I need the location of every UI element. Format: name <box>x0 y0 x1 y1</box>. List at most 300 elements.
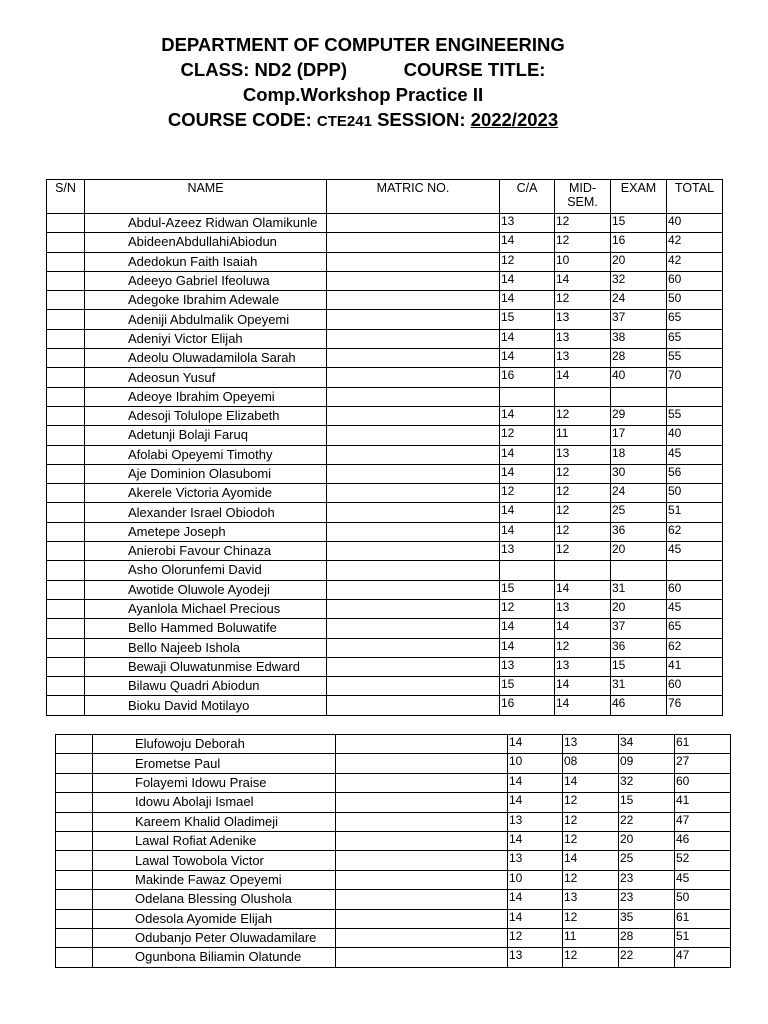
name-cell: Bello Najeeb Ishola <box>85 638 327 657</box>
name-cell: Elufowoju Deborah <box>93 735 336 754</box>
sn-cell <box>56 851 93 870</box>
name-cell: Ogunbona Biliamin Olatunde <box>93 948 336 967</box>
matric-cell <box>327 406 500 425</box>
course-code-line <box>0 107 726 134</box>
matric-cell <box>327 329 500 348</box>
table-row <box>47 619 723 638</box>
name-cell: Idowu Abolaji Ismael <box>93 793 336 812</box>
sn-cell <box>47 677 85 696</box>
sn-cell <box>47 233 85 252</box>
name-cell: Ametepe Joseph <box>85 522 327 541</box>
sn-cell <box>56 890 93 909</box>
mid-sem-cell: 12 <box>555 406 611 425</box>
matric-cell <box>327 522 500 541</box>
results-table-2 <box>55 734 731 968</box>
matric-cell <box>327 580 500 599</box>
matric-cell <box>327 503 500 522</box>
mid-sem-cell: 12 <box>563 812 619 831</box>
matric-cell <box>327 638 500 657</box>
total-cell: 47 <box>675 948 731 967</box>
ca-cell: 14 <box>508 773 563 792</box>
exam-cell: 24 <box>611 291 667 310</box>
total-cell: 65 <box>667 329 723 348</box>
total-cell: 46 <box>675 831 731 850</box>
ca-cell: 14 <box>508 909 563 928</box>
name-cell: Odesola Ayomide Elijah <box>93 909 336 928</box>
mid-sem-cell: 13 <box>563 735 619 754</box>
col-name: NAME <box>85 180 327 214</box>
table-row <box>56 735 731 754</box>
matric-cell <box>327 291 500 310</box>
table-row <box>47 657 723 676</box>
exam-cell: 36 <box>611 522 667 541</box>
sn-cell <box>56 870 93 889</box>
matric-cell <box>327 310 500 329</box>
sn-cell <box>56 909 93 928</box>
exam-cell: 16 <box>611 233 667 252</box>
name-cell: Ayanlola Michael Precious <box>85 599 327 618</box>
name-cell: Adeniji Abdulmalik Opeyemi <box>85 310 327 329</box>
total-cell: 62 <box>667 522 723 541</box>
name-cell: Aje Dominion Olasubomi <box>85 464 327 483</box>
table-row <box>56 793 731 812</box>
matric-cell <box>327 677 500 696</box>
matric-cell <box>327 542 500 561</box>
matric-cell <box>327 426 500 445</box>
sn-cell <box>47 464 85 483</box>
exam-cell: 34 <box>619 735 675 754</box>
table-row <box>47 599 723 618</box>
total-cell: 51 <box>667 503 723 522</box>
mid-sem-cell: 12 <box>555 464 611 483</box>
name-cell: Adeolu Oluwadamilola Sarah <box>85 349 327 368</box>
sn-cell <box>47 329 85 348</box>
course-code-label: COURSE CODE: <box>167 109 312 130</box>
exam-cell: 15 <box>611 657 667 676</box>
exam-cell: 28 <box>619 928 675 947</box>
total-cell: 61 <box>675 909 731 928</box>
total-cell: 65 <box>667 619 723 638</box>
total-cell: 51 <box>675 928 731 947</box>
ca-cell: 13 <box>508 812 563 831</box>
table-row <box>56 831 731 850</box>
sn-cell <box>56 948 93 967</box>
total-cell: 60 <box>667 271 723 290</box>
ca-cell: 13 <box>508 948 563 967</box>
sn-cell <box>47 406 85 425</box>
ca-cell: 14 <box>500 233 555 252</box>
table-row <box>47 214 723 233</box>
matric-cell <box>327 561 500 580</box>
sn-cell <box>47 619 85 638</box>
name-cell: Abdul-Azeez Ridwan Olamikunle <box>85 214 327 233</box>
matric-cell <box>327 445 500 464</box>
table-row <box>56 754 731 773</box>
sn-cell <box>56 793 93 812</box>
exam-cell: 37 <box>611 619 667 638</box>
matric-cell <box>327 696 500 715</box>
mid-sem-cell: 14 <box>555 619 611 638</box>
matric-cell <box>336 793 508 812</box>
exam-cell: 24 <box>611 484 667 503</box>
exam-cell: 30 <box>611 464 667 483</box>
name-cell: Odubanjo Peter Oluwadamilare <box>93 928 336 947</box>
table-row <box>56 773 731 792</box>
matric-cell <box>336 754 508 773</box>
total-cell: 45 <box>667 542 723 561</box>
mid-sem-cell: 14 <box>563 773 619 792</box>
mid-sem-cell: 08 <box>563 754 619 773</box>
class-label: CLASS: ND2 (DPP) <box>180 59 348 80</box>
exam-cell: 09 <box>619 754 675 773</box>
total-cell <box>667 561 723 580</box>
department-title: DEPARTMENT OF COMPUTER ENGINEERING <box>161 34 565 55</box>
table-row <box>47 426 723 445</box>
ca-cell: 13 <box>508 851 563 870</box>
ca-cell: 15 <box>500 310 555 329</box>
sn-cell <box>47 599 85 618</box>
ca-cell: 10 <box>508 754 563 773</box>
total-cell: 47 <box>675 812 731 831</box>
sn-cell <box>47 310 85 329</box>
mid-sem-cell: 11 <box>563 928 619 947</box>
exam-cell: 37 <box>611 310 667 329</box>
matric-cell <box>327 368 500 387</box>
ca-cell: 15 <box>500 677 555 696</box>
sn-cell <box>47 503 85 522</box>
ca-cell: 12 <box>500 252 555 271</box>
total-cell: 41 <box>675 793 731 812</box>
table-row <box>56 890 731 909</box>
exam-cell: 32 <box>619 773 675 792</box>
matric-cell <box>327 619 500 638</box>
exam-cell: 17 <box>611 426 667 445</box>
mid-sem-cell: 13 <box>555 657 611 676</box>
sn-cell <box>47 561 85 580</box>
matric-cell <box>327 657 500 676</box>
table-header-row <box>47 180 723 214</box>
table-row <box>56 851 731 870</box>
sn-cell <box>47 271 85 290</box>
name-cell: Awotide Oluwole Ayodeji <box>85 580 327 599</box>
mid-sem-cell: 12 <box>555 291 611 310</box>
table-row <box>47 252 723 271</box>
mid-sem-cell: 12 <box>555 503 611 522</box>
total-cell: 65 <box>667 310 723 329</box>
ca-cell: 14 <box>508 890 563 909</box>
total-cell: 76 <box>667 696 723 715</box>
ca-cell: 14 <box>500 619 555 638</box>
sn-cell <box>47 252 85 271</box>
table-row <box>56 928 731 947</box>
matric-cell <box>336 870 508 889</box>
exam-cell <box>611 561 667 580</box>
ca-cell: 14 <box>508 793 563 812</box>
mid-sem-cell: 14 <box>555 368 611 387</box>
exam-cell: 46 <box>611 696 667 715</box>
sn-cell <box>56 735 93 754</box>
course-code-value: CTE241 <box>316 113 372 130</box>
name-cell: Lawal Rofiat Adenike <box>93 831 336 850</box>
exam-cell: 20 <box>611 252 667 271</box>
sn-cell <box>47 387 85 406</box>
exam-cell: 31 <box>611 580 667 599</box>
exam-cell: 22 <box>619 812 675 831</box>
mid-sem-cell: 10 <box>555 252 611 271</box>
sn-cell <box>56 928 93 947</box>
sn-cell <box>47 368 85 387</box>
ca-cell: 14 <box>508 735 563 754</box>
table-row <box>47 561 723 580</box>
table-row <box>47 291 723 310</box>
matric-cell <box>327 349 500 368</box>
table-row <box>47 542 723 561</box>
name-cell: Odelana Blessing Olushola <box>93 890 336 909</box>
table-row <box>47 406 723 425</box>
name-cell: Folayemi Idowu Praise <box>93 773 336 792</box>
matric-cell <box>336 831 508 850</box>
ca-cell: 13 <box>500 542 555 561</box>
name-cell: Bilawu Quadri Abiodun <box>85 677 327 696</box>
name-cell: Bewaji Oluwatunmise Edward <box>85 657 327 676</box>
ca-cell: 15 <box>500 580 555 599</box>
ca-cell: 14 <box>500 503 555 522</box>
sn-cell <box>47 426 85 445</box>
total-cell: 40 <box>667 426 723 445</box>
ca-cell: 14 <box>500 349 555 368</box>
mid-sem-cell: 13 <box>563 890 619 909</box>
sn-cell <box>47 291 85 310</box>
mid-sem-cell: 11 <box>555 426 611 445</box>
exam-cell: 15 <box>611 214 667 233</box>
table-row <box>56 948 731 967</box>
mid-sem-cell: 14 <box>563 851 619 870</box>
sn-cell <box>47 638 85 657</box>
exam-cell: 18 <box>611 445 667 464</box>
mid-sem-cell: 12 <box>555 233 611 252</box>
table-row <box>47 349 723 368</box>
mid-sem-cell: 12 <box>555 542 611 561</box>
col-sn: S/N <box>47 180 85 214</box>
matric-cell <box>336 909 508 928</box>
col-ca: C/A <box>500 180 555 214</box>
exam-cell <box>611 387 667 406</box>
table-row <box>47 696 723 715</box>
name-cell: Bioku David Motilayo <box>85 696 327 715</box>
exam-cell: 25 <box>611 503 667 522</box>
matric-cell <box>327 252 500 271</box>
exam-cell: 22 <box>619 948 675 967</box>
mid-sem-cell: 13 <box>555 599 611 618</box>
mid-sem-cell: 14 <box>555 271 611 290</box>
ca-cell: 14 <box>500 406 555 425</box>
table-row <box>47 638 723 657</box>
mid-sem-cell: 12 <box>563 870 619 889</box>
matric-cell <box>336 948 508 967</box>
ca-cell: 16 <box>500 368 555 387</box>
name-cell: Afolabi Opeyemi Timothy <box>85 445 327 464</box>
ca-cell: 14 <box>500 291 555 310</box>
mid-sem-cell <box>555 561 611 580</box>
total-cell: 45 <box>667 445 723 464</box>
matric-cell <box>336 773 508 792</box>
ca-cell: 12 <box>508 928 563 947</box>
results-table-1 <box>46 179 723 716</box>
mid-sem-cell: 13 <box>555 445 611 464</box>
mid-sem-cell: 14 <box>555 677 611 696</box>
matric-cell <box>327 271 500 290</box>
sn-cell <box>47 484 85 503</box>
total-cell: 42 <box>667 233 723 252</box>
exam-cell: 31 <box>611 677 667 696</box>
ca-cell: 14 <box>500 464 555 483</box>
exam-cell: 28 <box>611 349 667 368</box>
ca-cell: 12 <box>500 599 555 618</box>
matric-cell <box>327 464 500 483</box>
mid-sem-cell: 12 <box>555 214 611 233</box>
ca-cell: 14 <box>500 329 555 348</box>
table-row <box>47 368 723 387</box>
total-cell: 56 <box>667 464 723 483</box>
col-exam: EXAM <box>611 180 667 214</box>
total-cell: 41 <box>667 657 723 676</box>
mid-sem-cell: 13 <box>555 349 611 368</box>
total-cell: 40 <box>667 214 723 233</box>
name-cell: Adeoye Ibrahim Opeyemi <box>85 387 327 406</box>
sn-cell <box>47 580 85 599</box>
sn-cell <box>47 522 85 541</box>
exam-cell: 38 <box>611 329 667 348</box>
sn-cell <box>56 754 93 773</box>
mid-sem-cell: 12 <box>555 484 611 503</box>
exam-cell: 29 <box>611 406 667 425</box>
matric-cell <box>327 233 500 252</box>
name-cell: Asho Olorunfemi David <box>85 561 327 580</box>
matric-cell <box>336 851 508 870</box>
total-cell: 60 <box>667 677 723 696</box>
matric-cell <box>336 735 508 754</box>
total-cell: 45 <box>667 599 723 618</box>
matric-cell <box>327 484 500 503</box>
total-cell: 42 <box>667 252 723 271</box>
matric-cell <box>336 812 508 831</box>
col-matric: MATRIC NO. <box>327 180 500 214</box>
sn-cell <box>47 542 85 561</box>
mid-sem-cell: 14 <box>555 696 611 715</box>
name-cell: Bello Hammed Boluwatife <box>85 619 327 638</box>
total-cell <box>667 387 723 406</box>
name-cell: Akerele Victoria Ayomide <box>85 484 327 503</box>
class-line <box>0 57 726 82</box>
mid-sem-cell: 12 <box>563 909 619 928</box>
table-row <box>47 580 723 599</box>
mid-sem-cell: 12 <box>563 831 619 850</box>
col-mid-sem: MID-SEM. <box>555 180 611 214</box>
table-row <box>56 812 731 831</box>
total-cell: 45 <box>675 870 731 889</box>
name-cell: Adeeyo Gabriel Ifeoluwa <box>85 271 327 290</box>
col-total: TOTAL <box>667 180 723 214</box>
total-cell: 55 <box>667 406 723 425</box>
total-cell: 27 <box>675 754 731 773</box>
sn-cell <box>47 696 85 715</box>
sn-cell <box>56 773 93 792</box>
name-cell: Anierobi Favour Chinaza <box>85 542 327 561</box>
name-cell: Makinde Fawaz Opeyemi <box>93 870 336 889</box>
name-cell: Adedokun Faith Isaiah <box>85 252 327 271</box>
name-cell: Lawal Towobola Victor <box>93 851 336 870</box>
exam-cell: 20 <box>611 542 667 561</box>
exam-cell: 40 <box>611 368 667 387</box>
mid-sem-cell <box>555 387 611 406</box>
total-cell: 60 <box>675 773 731 792</box>
course-title-label: COURSE TITLE: <box>403 59 546 80</box>
exam-cell: 25 <box>619 851 675 870</box>
session-value: 2022/2023 <box>470 109 559 130</box>
session-label: SESSION: <box>377 109 466 130</box>
document-header <box>0 32 726 134</box>
exam-cell: 23 <box>619 870 675 889</box>
table-row <box>47 503 723 522</box>
mid-sem-cell: 13 <box>555 329 611 348</box>
total-cell: 50 <box>667 291 723 310</box>
mid-sem-cell: 14 <box>555 580 611 599</box>
exam-cell: 35 <box>619 909 675 928</box>
ca-cell: 13 <box>500 657 555 676</box>
course-title: Comp.Workshop Practice II <box>242 84 484 105</box>
ca-cell: 13 <box>500 214 555 233</box>
exam-cell: 20 <box>619 831 675 850</box>
total-cell: 52 <box>675 851 731 870</box>
table-row <box>47 271 723 290</box>
table-row <box>56 870 731 889</box>
ca-cell: 14 <box>500 445 555 464</box>
total-cell: 70 <box>667 368 723 387</box>
table-row <box>47 464 723 483</box>
exam-cell: 32 <box>611 271 667 290</box>
ca-cell <box>500 387 555 406</box>
sn-cell <box>47 214 85 233</box>
name-cell: Erometse Paul <box>93 754 336 773</box>
ca-cell: 14 <box>500 638 555 657</box>
total-cell: 55 <box>667 349 723 368</box>
name-cell: Adeniyi Victor Elijah <box>85 329 327 348</box>
matric-cell <box>327 599 500 618</box>
mid-sem-cell: 13 <box>555 310 611 329</box>
table-row <box>47 484 723 503</box>
exam-cell: 36 <box>611 638 667 657</box>
name-cell: Adegoke Ibrahim Adewale <box>85 291 327 310</box>
ca-cell: 14 <box>500 271 555 290</box>
sn-cell <box>47 349 85 368</box>
sn-cell <box>47 657 85 676</box>
mid-sem-cell: 12 <box>563 948 619 967</box>
matric-cell <box>336 928 508 947</box>
mid-sem-cell: 12 <box>555 522 611 541</box>
sn-cell <box>56 812 93 831</box>
table-row <box>47 522 723 541</box>
exam-cell: 23 <box>619 890 675 909</box>
table-row <box>47 329 723 348</box>
exam-cell: 15 <box>619 793 675 812</box>
name-cell: Alexander Israel Obiodoh <box>85 503 327 522</box>
ca-cell: 14 <box>500 522 555 541</box>
matric-cell <box>336 890 508 909</box>
ca-cell: 14 <box>508 831 563 850</box>
ca-cell: 12 <box>500 426 555 445</box>
total-cell: 50 <box>675 890 731 909</box>
name-cell: Adesoji Tolulope Elizabeth <box>85 406 327 425</box>
